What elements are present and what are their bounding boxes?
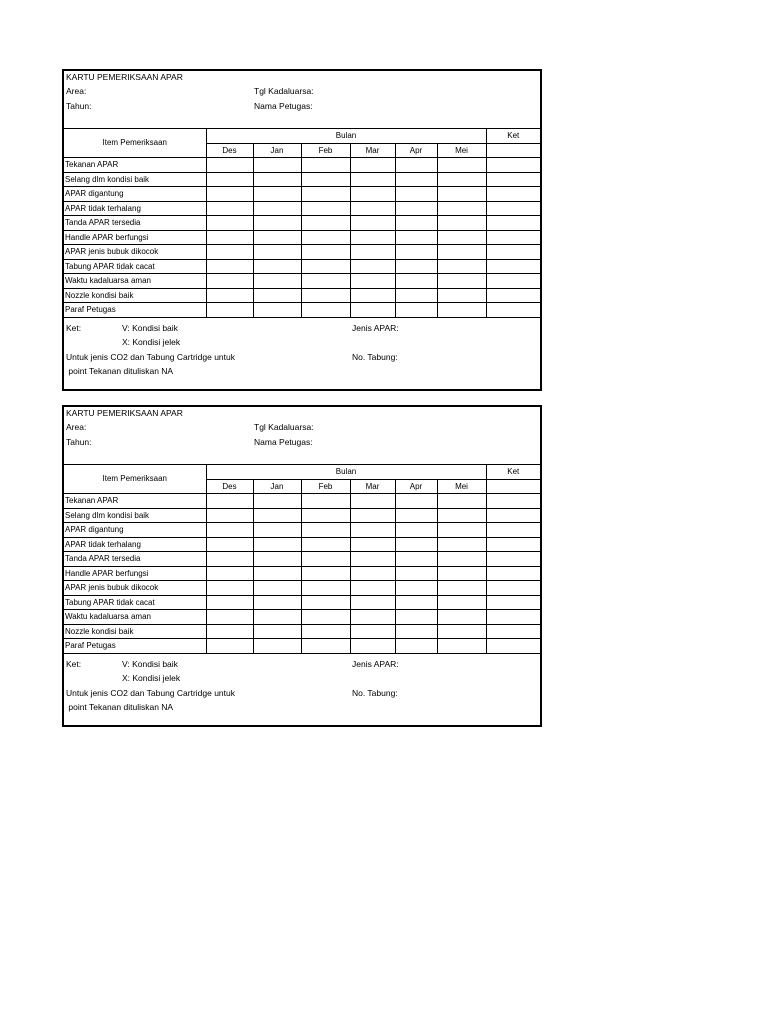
item-label: Tanda APAR tersedia	[64, 216, 206, 231]
check-cell[interactable]	[206, 624, 253, 639]
check-cell[interactable]	[206, 639, 253, 654]
legend-bad: X: Kondisi jelek	[122, 337, 181, 347]
check-cell[interactable]	[301, 523, 350, 538]
table-row	[64, 624, 540, 639]
table-row	[64, 201, 540, 216]
check-cell[interactable]	[206, 245, 253, 260]
check-cell[interactable]	[206, 172, 253, 187]
table-row	[64, 494, 540, 509]
check-cell[interactable]	[253, 595, 301, 610]
check-cell[interactable]	[206, 595, 253, 610]
check-cell[interactable]	[206, 230, 253, 245]
remarks-cell[interactable]	[486, 523, 540, 538]
check-cell[interactable]	[253, 201, 301, 216]
table-row	[64, 187, 540, 202]
item-label: Waktu kadaluarsa aman	[64, 274, 206, 289]
check-cell[interactable]	[206, 187, 253, 202]
check-cell[interactable]	[395, 523, 437, 538]
remarks-cell[interactable]	[486, 566, 540, 581]
check-cell[interactable]	[253, 158, 301, 173]
item-label: Nozzle kondisi baik	[64, 288, 206, 303]
check-cell[interactable]	[350, 494, 395, 509]
item-label: APAR tidak terhalang	[64, 201, 206, 216]
check-cell[interactable]	[395, 274, 437, 289]
check-cell[interactable]	[437, 259, 486, 274]
check-cell[interactable]	[350, 537, 395, 552]
inspection-table	[64, 128, 540, 318]
table-row	[64, 566, 540, 581]
table-row	[64, 230, 540, 245]
check-cell[interactable]	[437, 230, 486, 245]
check-cell[interactable]	[350, 172, 395, 187]
check-cell[interactable]	[206, 274, 253, 289]
note-line-1: Untuk jenis CO2 dan Tabung Cartridge untuk	[66, 351, 235, 362]
inspection-card	[62, 69, 542, 391]
check-cell[interactable]	[301, 624, 350, 639]
month-header: Des	[206, 479, 253, 494]
check-cell[interactable]	[395, 566, 437, 581]
month-group-header: Bulan	[206, 129, 486, 144]
check-cell[interactable]	[253, 494, 301, 509]
tahun-label: Tahun:	[66, 437, 92, 447]
table-row	[64, 259, 540, 274]
remarks-cell[interactable]	[486, 639, 540, 654]
check-cell[interactable]	[437, 288, 486, 303]
check-cell[interactable]	[350, 639, 395, 654]
remarks-cell[interactable]	[486, 158, 540, 173]
check-cell[interactable]	[206, 216, 253, 231]
table-row	[64, 552, 540, 567]
item-label: Tekanan APAR	[64, 494, 206, 509]
item-label: Selang dlm kondisi baik	[64, 508, 206, 523]
check-cell[interactable]	[253, 537, 301, 552]
month-header: Mei	[437, 143, 486, 158]
check-cell[interactable]	[206, 288, 253, 303]
item-label: Nozzle kondisi baik	[64, 624, 206, 639]
check-cell[interactable]	[350, 581, 395, 596]
check-cell[interactable]	[395, 552, 437, 567]
check-cell[interactable]	[206, 566, 253, 581]
table-row	[64, 610, 540, 625]
check-cell[interactable]	[437, 187, 486, 202]
check-cell[interactable]	[253, 172, 301, 187]
check-cell[interactable]	[350, 216, 395, 231]
remarks-cell[interactable]	[486, 259, 540, 274]
check-cell[interactable]	[206, 158, 253, 173]
check-cell[interactable]	[395, 259, 437, 274]
check-cell[interactable]	[395, 537, 437, 552]
legend-good: V: Kondisi baik	[122, 658, 178, 669]
check-cell[interactable]	[301, 172, 350, 187]
check-cell[interactable]	[206, 303, 253, 318]
tube-number-label: No. Tabung:	[352, 687, 398, 698]
check-cell[interactable]	[253, 303, 301, 318]
month-header: Jan	[253, 143, 301, 158]
item-label: APAR tidak terhalang	[64, 537, 206, 552]
remarks-cell[interactable]	[486, 581, 540, 596]
check-cell[interactable]	[253, 610, 301, 625]
check-cell[interactable]	[253, 216, 301, 231]
ket-label: Ket:	[66, 322, 82, 333]
check-cell[interactable]	[206, 552, 253, 567]
check-cell[interactable]	[301, 610, 350, 625]
check-cell[interactable]	[206, 201, 253, 216]
item-label: APAR digantung	[64, 523, 206, 538]
check-cell[interactable]	[301, 158, 350, 173]
check-cell[interactable]	[437, 216, 486, 231]
remarks-cell[interactable]	[486, 552, 540, 567]
item-label: Paraf Petugas	[64, 639, 206, 654]
month-header: Apr	[395, 143, 437, 158]
check-cell[interactable]	[437, 581, 486, 596]
check-cell[interactable]	[301, 274, 350, 289]
item-label: Tabung APAR tidak cacat	[64, 595, 206, 610]
month-header: Des	[206, 143, 253, 158]
check-cell[interactable]	[350, 274, 395, 289]
item-label: APAR digantung	[64, 187, 206, 202]
check-cell[interactable]	[301, 230, 350, 245]
check-cell[interactable]	[206, 610, 253, 625]
check-cell[interactable]	[350, 288, 395, 303]
area-label: Area:	[66, 422, 87, 432]
card-title: KARTU PEMERIKSAAN APAR	[66, 72, 183, 82]
check-cell[interactable]	[395, 595, 437, 610]
table-row	[64, 172, 540, 187]
check-cell[interactable]	[350, 187, 395, 202]
item-label: Tekanan APAR	[64, 158, 206, 173]
item-label: Tanda APAR tersedia	[64, 552, 206, 567]
remarks-cell[interactable]	[486, 537, 540, 552]
expiry-date-label: Tgl Kadaluarsa:	[254, 86, 314, 96]
month-header: Jan	[253, 479, 301, 494]
check-cell[interactable]	[437, 303, 486, 318]
check-cell[interactable]	[253, 288, 301, 303]
check-cell[interactable]	[437, 158, 486, 173]
check-cell[interactable]	[395, 581, 437, 596]
remarks-cell[interactable]	[486, 595, 540, 610]
inspection-table	[64, 464, 540, 654]
check-cell[interactable]	[253, 187, 301, 202]
check-cell[interactable]	[301, 288, 350, 303]
remarks-cell[interactable]	[486, 216, 540, 231]
check-cell[interactable]	[253, 230, 301, 245]
check-cell[interactable]	[253, 508, 301, 523]
check-cell[interactable]	[301, 581, 350, 596]
check-cell[interactable]	[253, 259, 301, 274]
remarks-header: Ket	[486, 129, 540, 144]
item-label: Selang dlm kondisi baik	[64, 172, 206, 187]
table-row	[64, 216, 540, 231]
check-cell[interactable]	[437, 494, 486, 509]
check-cell[interactable]	[253, 552, 301, 567]
check-cell[interactable]	[253, 566, 301, 581]
remarks-cell[interactable]	[486, 187, 540, 202]
check-cell[interactable]	[395, 172, 437, 187]
check-cell[interactable]	[350, 566, 395, 581]
remarks-cell[interactable]	[486, 610, 540, 625]
remarks-cell[interactable]	[486, 230, 540, 245]
note-line-2: point Tekanan dituliskan NA	[66, 702, 174, 712]
item-label: Tabung APAR tidak cacat	[64, 259, 206, 274]
remarks-cell[interactable]	[486, 201, 540, 216]
remarks-header: Ket	[486, 465, 540, 480]
check-cell[interactable]	[301, 201, 350, 216]
remarks-cell[interactable]	[486, 172, 540, 187]
check-cell[interactable]	[350, 158, 395, 173]
check-cell[interactable]	[395, 288, 437, 303]
item-label: APAR jenis bubuk dikocok	[64, 581, 206, 596]
check-cell[interactable]	[437, 245, 486, 260]
check-cell[interactable]	[437, 508, 486, 523]
table-row	[64, 581, 540, 596]
check-cell[interactable]	[301, 216, 350, 231]
expiry-date-label: Tgl Kadaluarsa:	[254, 422, 314, 432]
check-cell[interactable]	[395, 639, 437, 654]
check-cell[interactable]	[437, 172, 486, 187]
check-cell[interactable]	[395, 201, 437, 216]
table-row	[64, 303, 540, 318]
check-cell[interactable]	[350, 245, 395, 260]
table-row	[64, 245, 540, 260]
inspector-name-label: Nama Petugas:	[254, 101, 313, 111]
table-row	[64, 523, 540, 538]
check-cell[interactable]	[395, 216, 437, 231]
note-line-2: point Tekanan dituliskan NA	[66, 366, 174, 376]
check-cell[interactable]	[437, 274, 486, 289]
check-cell[interactable]	[395, 508, 437, 523]
item-header: Item Pemeriksaan	[64, 129, 206, 158]
check-cell[interactable]	[395, 624, 437, 639]
month-header: Apr	[395, 479, 437, 494]
table-row	[64, 508, 540, 523]
check-cell[interactable]	[301, 494, 350, 509]
inspection-card	[62, 405, 542, 727]
check-cell[interactable]	[301, 566, 350, 581]
extinguisher-type-label: Jenis APAR:	[352, 658, 399, 669]
check-cell[interactable]	[301, 639, 350, 654]
item-label: Paraf Petugas	[64, 303, 206, 318]
card-title: KARTU PEMERIKSAAN APAR	[66, 408, 183, 418]
remarks-cell[interactable]	[486, 303, 540, 318]
check-cell[interactable]	[395, 245, 437, 260]
inspector-name-label: Nama Petugas:	[254, 437, 313, 447]
tube-number-label: No. Tabung:	[352, 351, 398, 362]
note-line-1: Untuk jenis CO2 dan Tabung Cartridge untuk	[66, 687, 235, 698]
item-label: Waktu kadaluarsa aman	[64, 610, 206, 625]
check-cell[interactable]	[253, 523, 301, 538]
check-cell[interactable]	[301, 245, 350, 260]
check-cell[interactable]	[206, 581, 253, 596]
check-cell[interactable]	[206, 508, 253, 523]
check-cell[interactable]	[206, 494, 253, 509]
remarks-cell[interactable]	[486, 494, 540, 509]
table-row	[64, 595, 540, 610]
check-cell[interactable]	[301, 259, 350, 274]
table-row	[64, 274, 540, 289]
item-header: Item Pemeriksaan	[64, 465, 206, 494]
remarks-cell[interactable]	[486, 288, 540, 303]
remarks-cell[interactable]	[486, 624, 540, 639]
check-cell[interactable]	[350, 508, 395, 523]
month-header: Mar	[350, 479, 395, 494]
legend-good: V: Kondisi baik	[122, 322, 178, 333]
check-cell[interactable]	[253, 624, 301, 639]
check-cell[interactable]	[301, 537, 350, 552]
check-cell[interactable]	[350, 552, 395, 567]
item-label: Handle APAR berfungsi	[64, 230, 206, 245]
table-row	[64, 537, 540, 552]
table-row	[64, 158, 540, 173]
check-cell[interactable]	[395, 187, 437, 202]
check-cell[interactable]	[437, 595, 486, 610]
check-cell[interactable]	[350, 259, 395, 274]
item-label: APAR jenis bubuk dikocok	[64, 245, 206, 260]
month-header: Feb	[301, 479, 350, 494]
check-cell[interactable]	[437, 566, 486, 581]
check-cell[interactable]	[301, 508, 350, 523]
check-cell[interactable]	[395, 230, 437, 245]
ket-label: Ket:	[66, 658, 82, 669]
check-cell[interactable]	[350, 610, 395, 625]
check-cell[interactable]	[437, 610, 486, 625]
check-cell[interactable]	[206, 259, 253, 274]
check-cell[interactable]	[395, 610, 437, 625]
check-cell[interactable]	[395, 303, 437, 318]
check-cell[interactable]	[301, 303, 350, 318]
extinguisher-type-label: Jenis APAR:	[352, 322, 399, 333]
remarks-cell[interactable]	[486, 274, 540, 289]
check-cell[interactable]	[437, 624, 486, 639]
check-cell[interactable]	[301, 595, 350, 610]
table-row	[64, 288, 540, 303]
check-cell[interactable]	[253, 274, 301, 289]
check-cell[interactable]	[437, 639, 486, 654]
check-cell[interactable]	[253, 639, 301, 654]
check-cell[interactable]	[301, 187, 350, 202]
month-header: Feb	[301, 143, 350, 158]
check-cell[interactable]	[395, 158, 437, 173]
table-row	[64, 639, 540, 654]
remarks-cell[interactable]	[486, 245, 540, 260]
remarks-header-blank	[486, 143, 540, 158]
check-cell[interactable]	[350, 523, 395, 538]
check-cell[interactable]	[206, 537, 253, 552]
check-cell[interactable]	[437, 537, 486, 552]
remarks-cell[interactable]	[486, 508, 540, 523]
check-cell[interactable]	[206, 523, 253, 538]
remarks-header-blank	[486, 479, 540, 494]
check-cell[interactable]	[350, 303, 395, 318]
check-cell[interactable]	[350, 230, 395, 245]
check-cell[interactable]	[350, 595, 395, 610]
month-group-header: Bulan	[206, 465, 486, 480]
check-cell[interactable]	[437, 201, 486, 216]
check-cell[interactable]	[437, 552, 486, 567]
check-cell[interactable]	[350, 624, 395, 639]
check-cell[interactable]	[395, 494, 437, 509]
check-cell[interactable]	[301, 552, 350, 567]
check-cell[interactable]	[437, 523, 486, 538]
area-label: Area:	[66, 86, 87, 96]
check-cell[interactable]	[253, 245, 301, 260]
check-cell[interactable]	[253, 581, 301, 596]
check-cell[interactable]	[350, 201, 395, 216]
item-label: Handle APAR berfungsi	[64, 566, 206, 581]
tahun-label: Tahun:	[66, 101, 92, 111]
legend-bad: X: Kondisi jelek	[122, 673, 181, 683]
month-header: Mei	[437, 479, 486, 494]
month-header: Mar	[350, 143, 395, 158]
